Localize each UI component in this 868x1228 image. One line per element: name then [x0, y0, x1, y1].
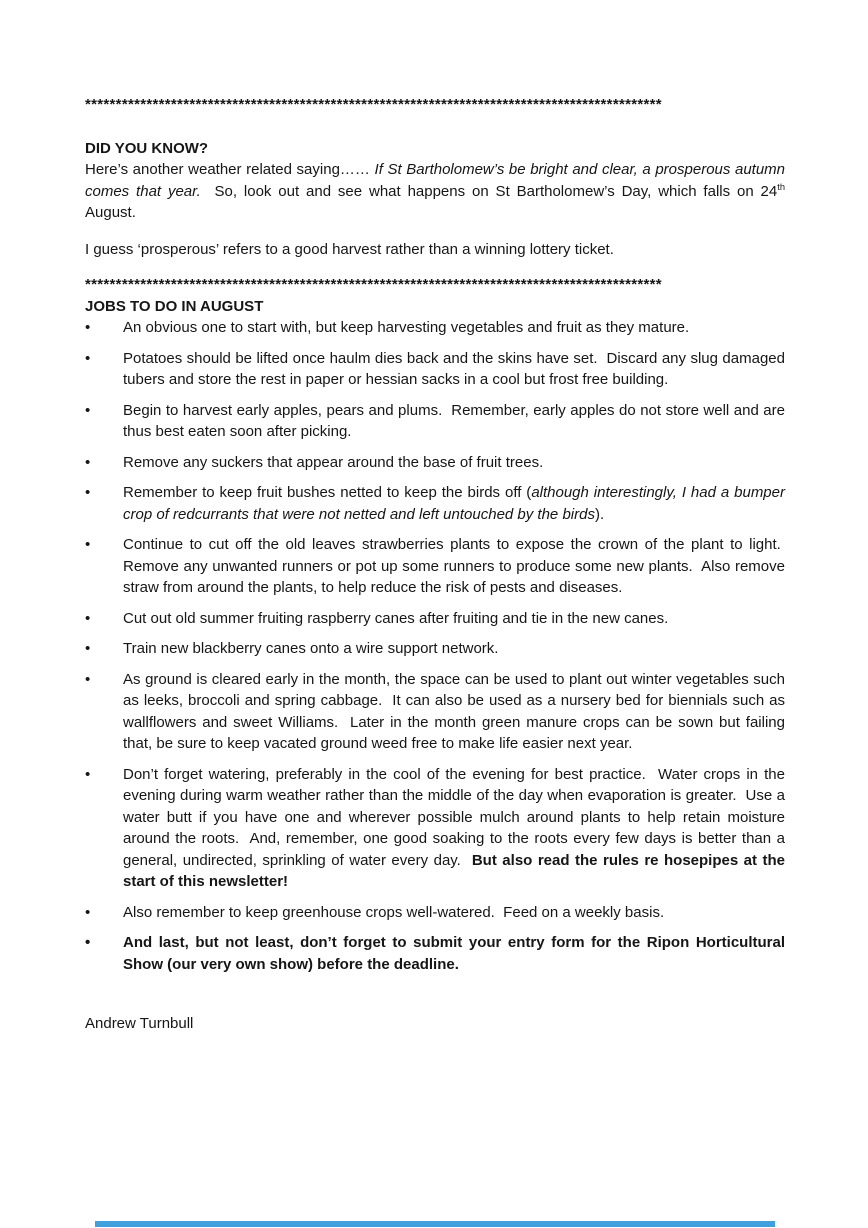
did-you-know-paragraph: [85, 159, 785, 224]
list-item: [85, 317, 785, 339]
text-run: So, look out and see what happens on St Bartholomew’s Day, which falls on 24: [200, 182, 778, 200]
text-run: As ground is cleared early in the month, the space can be used to plant out winter vegetables such as leeks, broccoli and spring cabbage. It can also be used as a nursery bed for biennials such as wallflowers and sweet Williams. Later in the month green manure crops can be sown but failing that, be sure to keep vacated ground weed free to make life easier next year.: [123, 670, 785, 752]
list-item-text: [123, 348, 785, 391]
list-item: [85, 400, 785, 443]
list-item-text: [123, 482, 785, 525]
did-you-know-note: I guess ‘prosperous’ refers to a good harvest rather than a winning lottery ticket.: [85, 240, 614, 258]
text-run: Here’s another weather related saying……: [85, 161, 375, 178]
list-item: [85, 669, 785, 755]
bullet-icon: •: [85, 349, 91, 367]
list-item-text: [123, 902, 785, 924]
divider-asterisks-middle: **********************************************************************************************: [85, 276, 662, 293]
bullet-icon: •: [85, 640, 91, 657]
list-item: [85, 638, 785, 660]
list-item-text: [123, 932, 785, 975]
jobs-heading: JOBS TO DO IN AUGUST: [85, 297, 264, 315]
bullet-icon: •: [85, 903, 91, 921]
text-run: Begin to harvest early apples, pears and plums. Remember, early apples do not store well and are thus best eaten soon after picking.: [123, 401, 785, 440]
list-item: [85, 348, 785, 391]
text-run: Don’t forget watering, preferably in the cool of the evening for best practice. Water crops in the evening during warm weather rather than the middle of the day when evaporation is greater. Use a water butt if you have one and wherever possible mulch around plants to help retain moisture around the roots. And, remember, one good soaking to the roots every few days is better than a general, undirected, sprinkling of water every day.: [123, 765, 785, 869]
list-item: [85, 452, 785, 474]
bullet-icon: •: [85, 401, 91, 419]
text-run: And last, but not least, don’t forget to submit your entry form for the Ripon Horticultural Show (our very own show) before the deadline.: [123, 934, 785, 973]
text-run: Remove any suckers that appear around the base of fruit trees.: [123, 453, 544, 471]
text-run: Remember to keep fruit bushes netted to keep the birds off (: [123, 484, 532, 501]
page-content: [85, 94, 785, 1050]
list-item-text: [123, 638, 785, 660]
list-item-text: [123, 317, 785, 339]
text-run: th: [777, 181, 785, 192]
bullet-icon: •: [85, 319, 91, 336]
text-run: Continue to cut off the old leaves strawberries plants to expose the crown of the plant to light. Remove any unwanted runners or pot up some runners to produce some new plants. Also remove straw from around the plants, to help reduce the risk of pests and diseases.: [123, 536, 785, 596]
bullet-icon: •: [85, 765, 91, 783]
list-item-text: [123, 764, 785, 893]
text-run: But also read the rules re hosepipes at the start of this newsletter!: [123, 851, 785, 890]
text-run: although interestingly, I had a bumper crop of redcurrants that were not netted and left untouched by the birds: [123, 484, 785, 523]
author-signature: Andrew Turnbull: [85, 1015, 194, 1032]
bullet-icon: •: [85, 670, 91, 688]
list-item: [85, 902, 785, 924]
bullet-icon: •: [85, 536, 91, 553]
list-item-text: [123, 452, 785, 474]
list-item: [85, 534, 785, 599]
list-item: [85, 932, 785, 975]
text-run: Cut out old summer fruiting raspberry canes after fruiting and tie in the new canes.: [123, 609, 669, 627]
jobs-list: [85, 317, 785, 975]
list-item-text: [123, 400, 785, 443]
text-run: ).: [594, 505, 605, 523]
list-item-text: [123, 669, 785, 755]
text-run: Train new blackberry canes onto a wire support network.: [123, 640, 499, 657]
list-item-text: [123, 534, 785, 599]
divider-asterisks-top: **********************************************************************************************: [85, 96, 662, 113]
bullet-icon: •: [85, 934, 91, 951]
text-run: August.: [85, 204, 136, 221]
list-item: [85, 482, 785, 525]
bullet-icon: •: [85, 453, 91, 471]
text-run: If St Bartholomew’s be bright and clear, a prosperous autumn comes that year.: [85, 161, 786, 200]
text-run: An obvious one to start with, but keep harvesting vegetables and fruit as they mature.: [123, 319, 690, 336]
list-item-text: [123, 608, 785, 630]
footer-accent-bar: [95, 1221, 775, 1227]
list-item: [85, 608, 785, 630]
did-you-know-heading: DID YOU KNOW?: [85, 139, 209, 157]
list-item: [85, 764, 785, 893]
bullet-icon: •: [85, 609, 91, 627]
bullet-icon: •: [85, 484, 91, 501]
text-run: Also remember to keep greenhouse crops well-watered. Feed on a weekly basis.: [123, 903, 665, 921]
text-run: Potatoes should be lifted once haulm dies back and the skins have set. Discard any slug damaged tubers and store the rest in paper or hessian sacks in a cool but frost free building.: [123, 349, 785, 388]
